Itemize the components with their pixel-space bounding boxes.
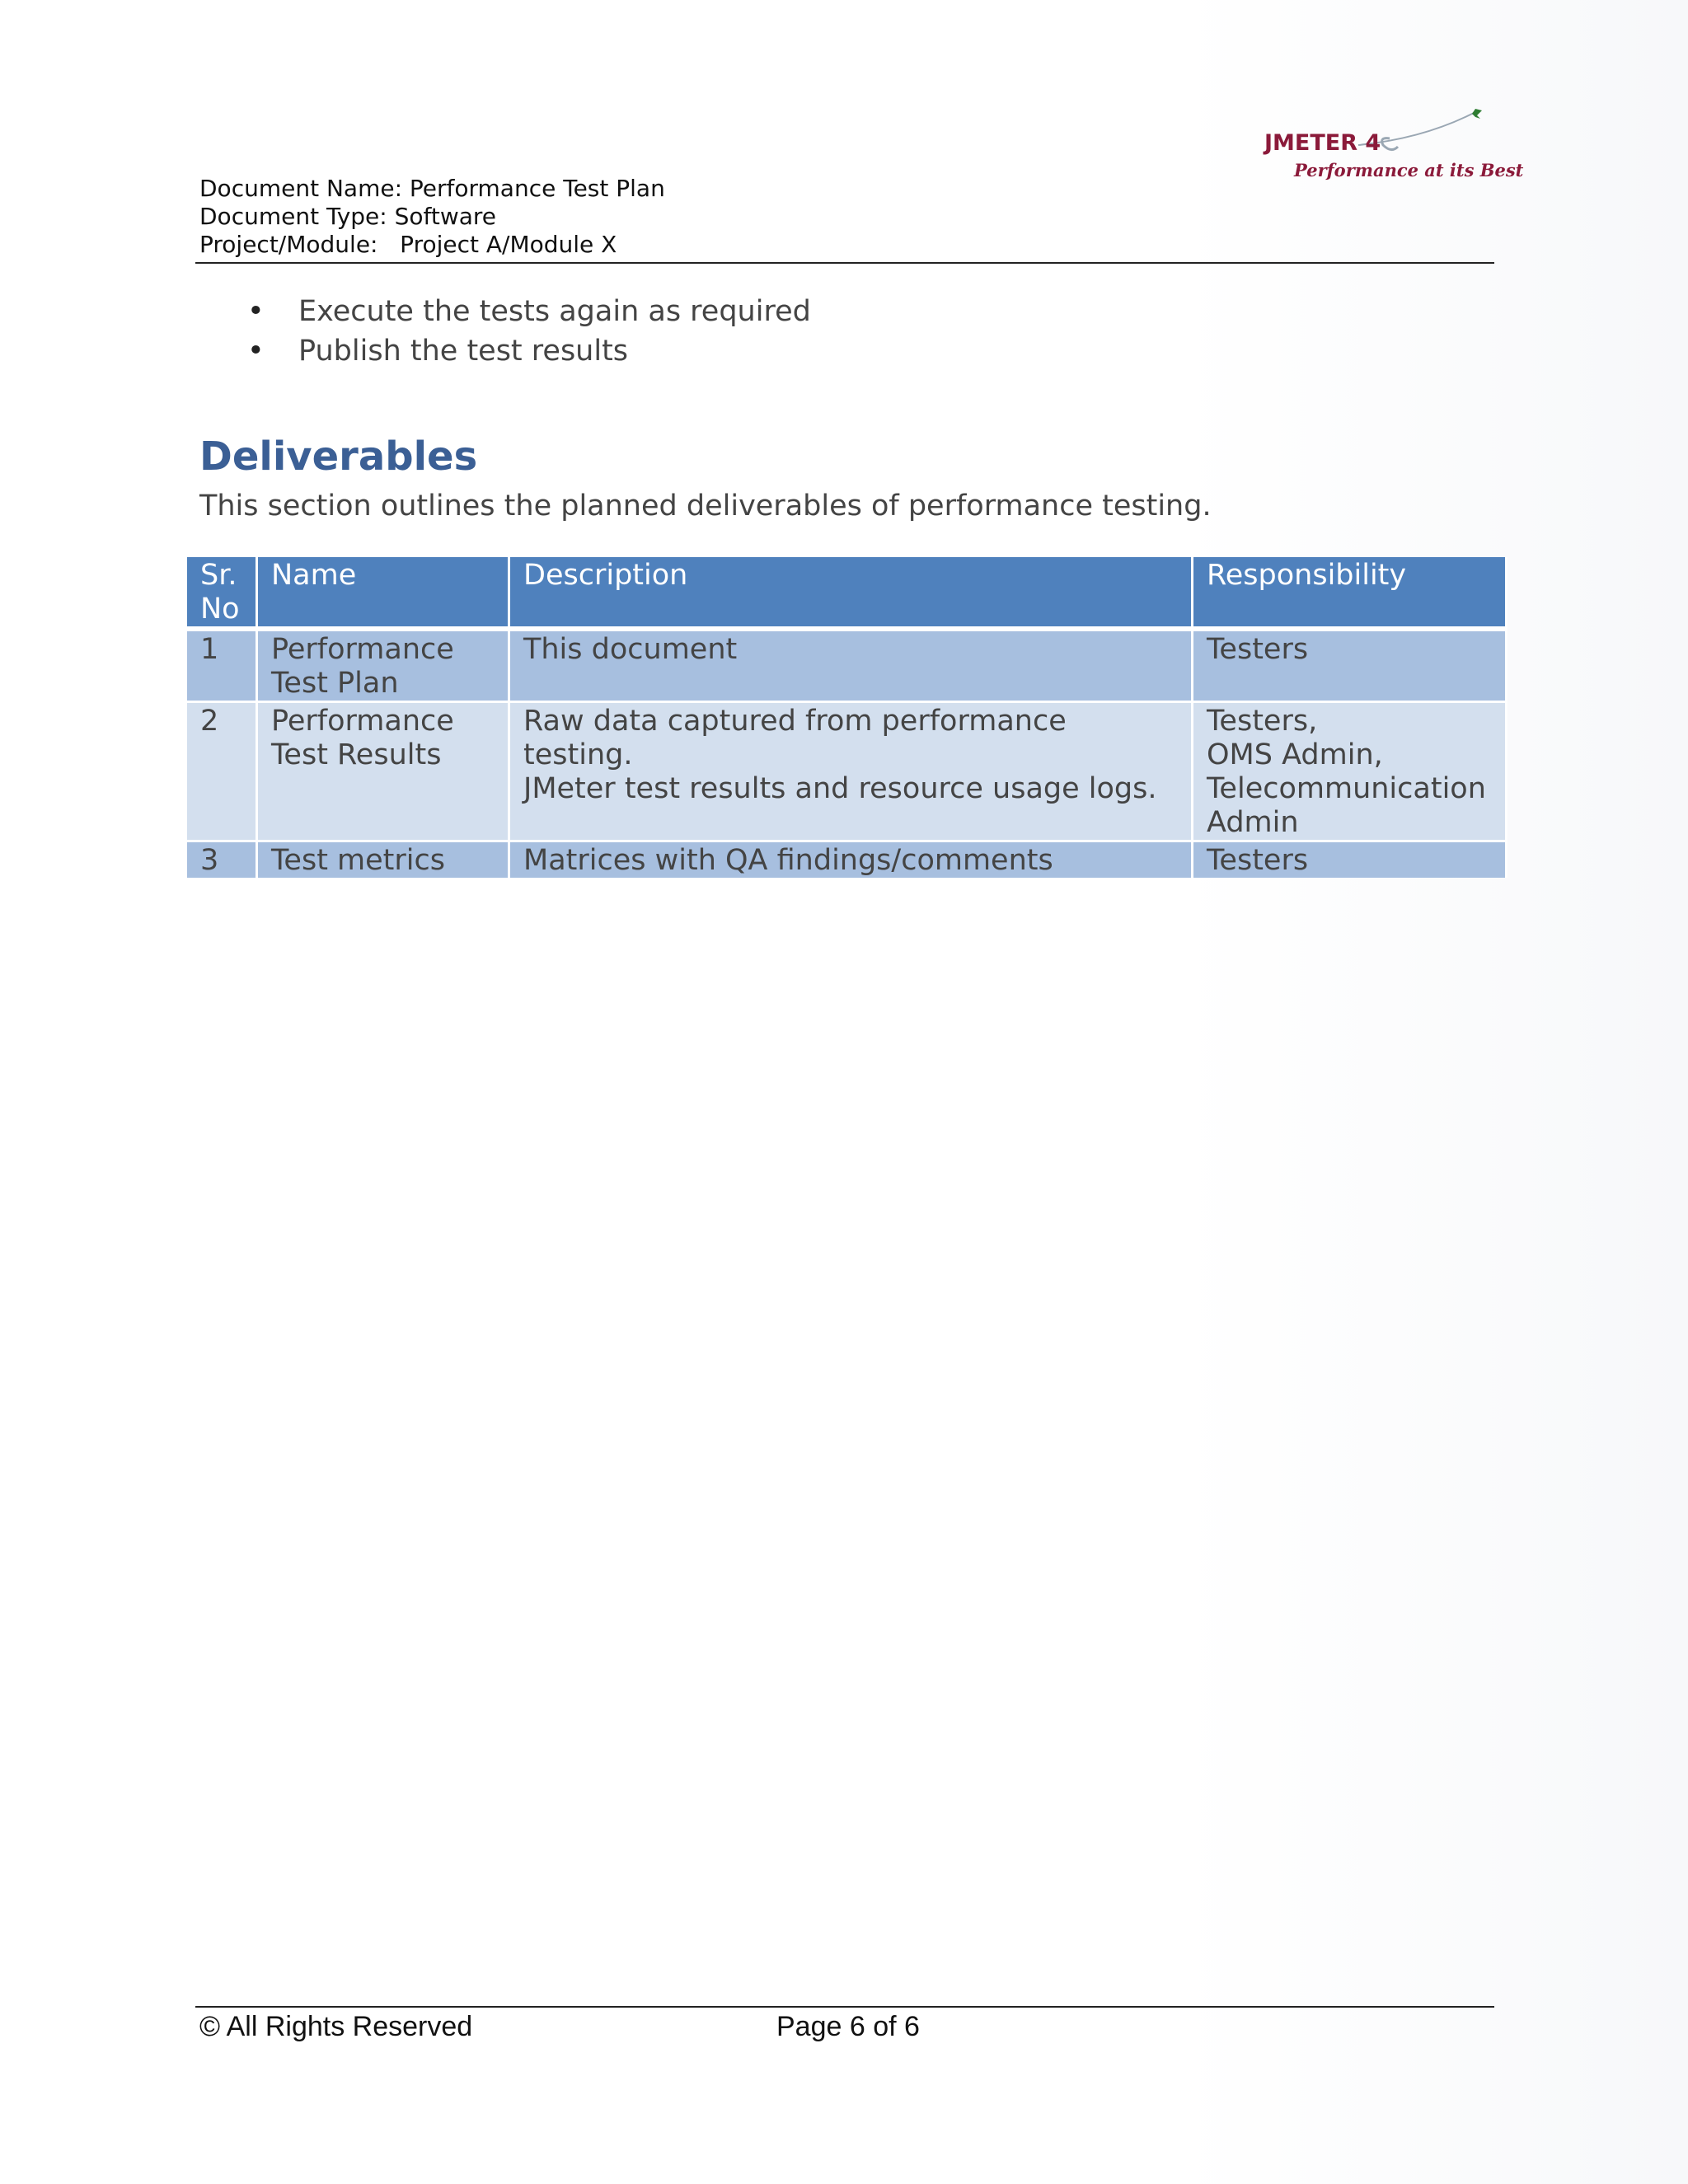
document-name: Document Name: Performance Test Plan [199,175,665,202]
list-item [247,292,811,331]
cell-sr-no: 2 [186,702,257,841]
logo-text: JMETER 4 [1264,130,1381,156]
table-row [186,629,1507,702]
footer-divider [195,2006,1494,2008]
document-type: Document Type: Software [199,203,497,230]
section-description: This section outlines the planned deliverables of performance testing. [199,490,1212,523]
cell-responsibility: Testers [1193,629,1507,702]
cell-description: This document [509,629,1193,702]
footer-page-number: Page 6 of 6 [776,2011,920,2042]
section-title: Deliverables [199,434,478,480]
jmeter-logo [1259,105,1524,188]
cell-responsibility: Testers, OMS Admin, Telecommunication Admin [1193,702,1507,841]
bullet-list [247,292,811,371]
cell-sr-no: 3 [186,841,257,879]
cell-description: Matrices with QA findings/comments [509,841,1193,879]
header-divider [195,262,1494,264]
table-row [186,841,1507,879]
list-item-text: Publish the test results [298,335,629,368]
footer-copyright: © All Rights Reserved [199,2011,473,2042]
project-module: Project/Module: Project A/Module X [199,231,617,258]
logo-tagline: Performance at its Best [1294,160,1524,180]
table-header-row [186,557,1507,629]
header-name: Name [257,557,509,629]
header-description: Description [509,557,1193,629]
header-sr-no: Sr. No [186,557,257,629]
deliverables-table [185,557,1507,878]
cell-sr-no: 1 [186,629,257,702]
bullet-icon: • [247,335,265,368]
logo-airplane-icon [1259,105,1524,188]
cell-name: Performance Test Plan [257,629,509,702]
cell-responsibility: Testers [1193,841,1507,879]
cell-name: Performance Test Results [257,702,509,841]
header-responsibility: Responsibility [1193,557,1507,629]
list-item-text: Execute the tests again as required [298,295,811,328]
document-header-info [199,175,665,259]
table-row [186,702,1507,841]
list-item [247,331,811,371]
cell-name: Test metrics [257,841,509,879]
bullet-icon: • [247,295,265,328]
cell-description: Raw data captured from performance testing. JMeter test results and resource usage logs. [509,702,1193,841]
